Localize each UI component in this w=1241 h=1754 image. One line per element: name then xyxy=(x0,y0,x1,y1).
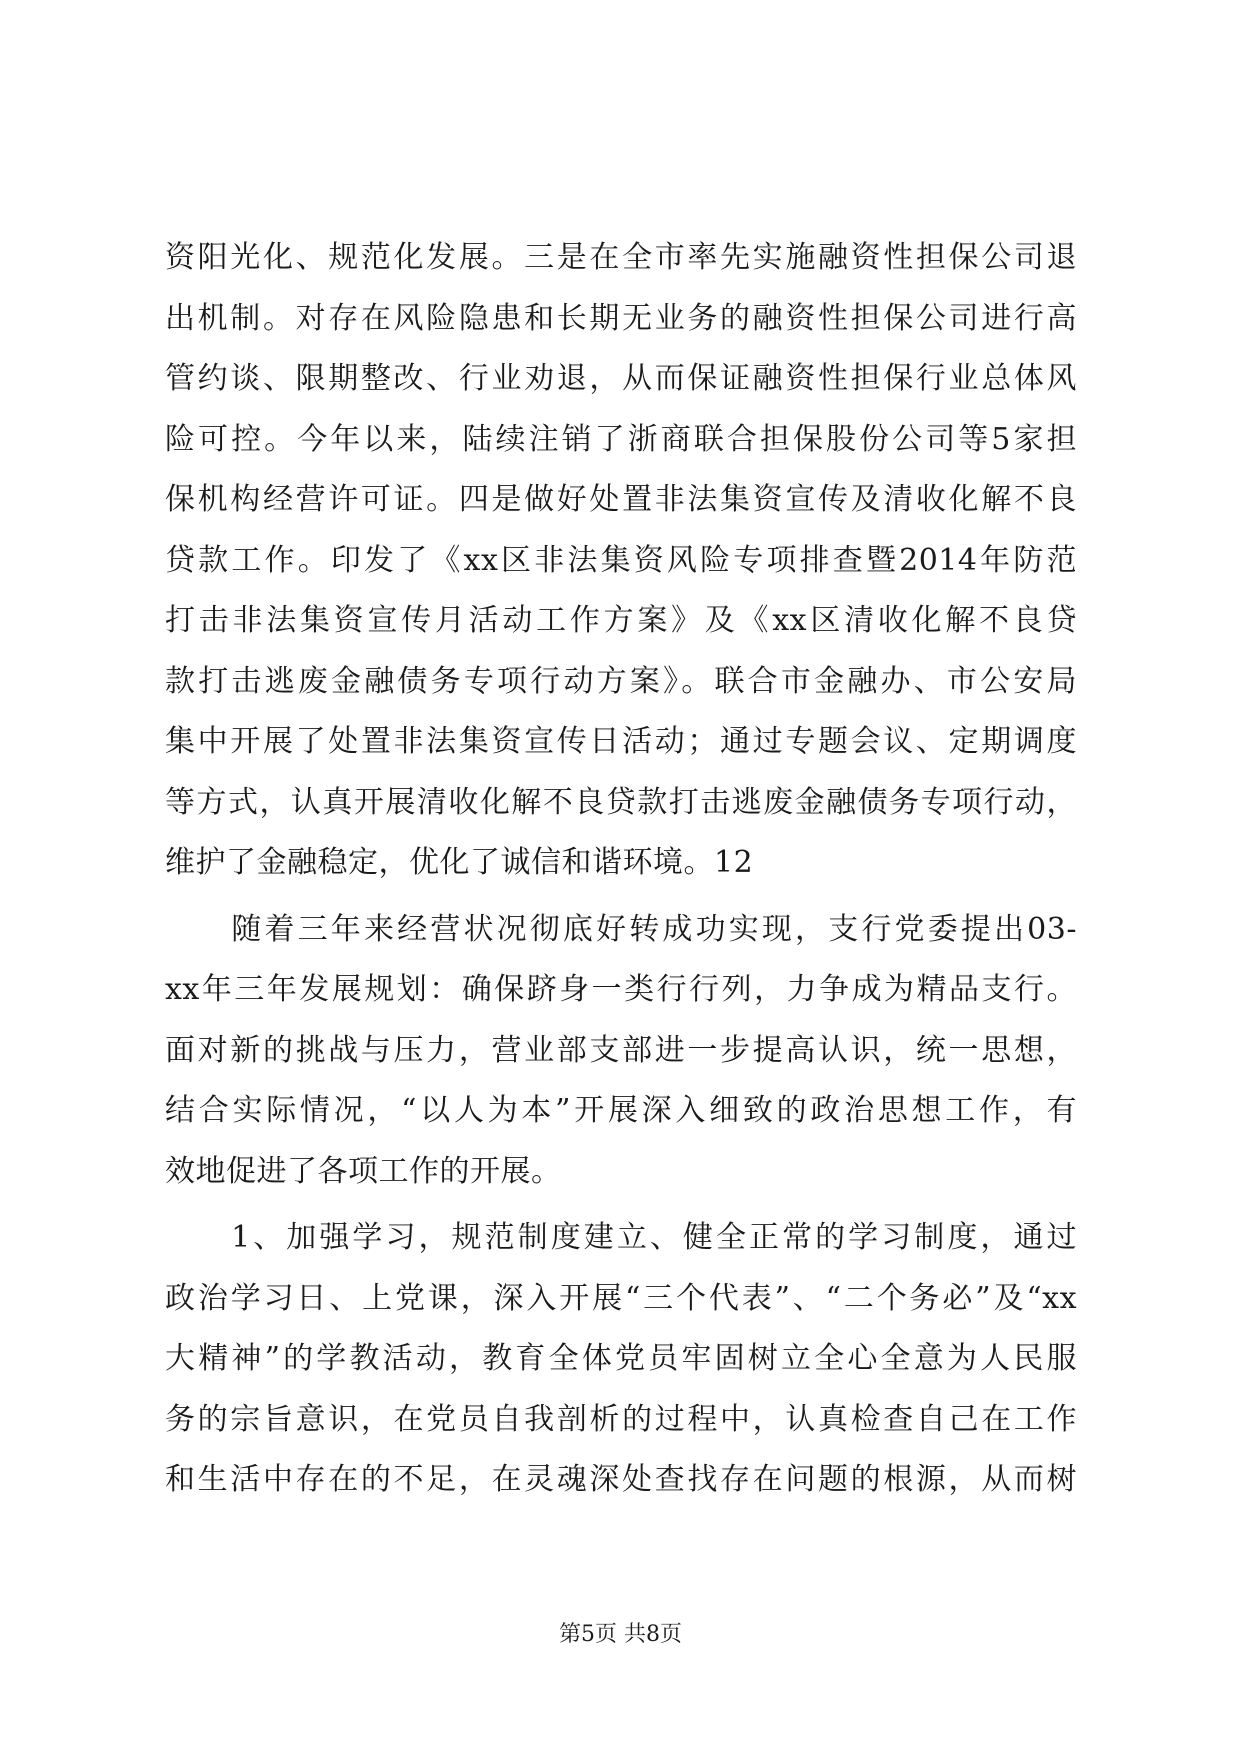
paragraph xyxy=(165,1208,1077,1511)
text-line: 管约谈、限期整改、行业劝退，从而保证融资性担保行业总体风 xyxy=(165,361,1077,396)
text-line: 集中开展了处置非法集资宣传日活动；通过专题会议、定期调度 xyxy=(165,724,1077,759)
text-line: 结合实际情况，“以人为本”开展深入细致的政治思想工作，有 xyxy=(165,1093,1077,1128)
page-number-footer: 第5页 共8页 xyxy=(559,1622,682,1647)
text-line: 效地促进了各项工作的开展。 xyxy=(165,1153,562,1189)
text-line: 出机制。对存在风险隐患和长期无业务的融资性担保公司进行高 xyxy=(165,300,1077,336)
text-line: 务的宗旨意识，在党员自我剖析的过程中，认真检查自己在工作 xyxy=(165,1401,1077,1437)
text-line: 和生活中存在的不足，在灵魂深处查找存在问题的根源，从而树 xyxy=(165,1462,1077,1497)
text-line: 面对新的挑战与压力，营业部支部进一步提高认识，统一思想， xyxy=(165,1032,1077,1068)
text-line: 1、加强学习，规范制度建立、健全正常的学习制度，通过 xyxy=(165,1220,1077,1255)
text-line: 贷款工作。印发了《xx区非法集资风险专项排查暨2014年防范 xyxy=(165,542,1077,578)
text-line: 资阳光化、规范化发展。三是在全市率先实施融资性担保公司退 xyxy=(165,240,1077,275)
text-line: 大精神”的学教活动，教育全体党员牢固树立全心全意为人民服 xyxy=(165,1341,1077,1376)
paragraph xyxy=(165,228,1077,894)
text-line: 款打击逃废金融债务专项行动方案》。联合市金融办、市公安局 xyxy=(165,663,1077,699)
paragraph xyxy=(165,900,1077,1203)
text-line: 政治学习日、上党课，深入开展“三个代表”、“二个务必”及“xx xyxy=(165,1280,1077,1316)
text-line: xx年三年发展规划：确保跻身一类行行列，力争成为精品支行。 xyxy=(165,972,1077,1007)
text-line: 险可控。今年以来，陆续注销了浙商联合担保股份公司等5家担 xyxy=(165,421,1077,457)
text-line: 维护了金融稳定，优化了诚信和谐环境。12 xyxy=(165,845,754,880)
document-body xyxy=(165,228,1077,1511)
text-line: 随着三年来经营状况彻底好转成功实现，支行党委提出03- xyxy=(165,911,1077,947)
text-line: 保机构经营许可证。四是做好处置非法集资宣传及清收化解不良 xyxy=(165,482,1077,517)
text-line: 等方式，认真开展清收化解不良贷款打击逃废金融债务专项行动， xyxy=(165,784,1077,820)
text-line: 打击非法集资宣传月活动工作方案》及《xx区清收化解不良贷 xyxy=(165,603,1077,638)
